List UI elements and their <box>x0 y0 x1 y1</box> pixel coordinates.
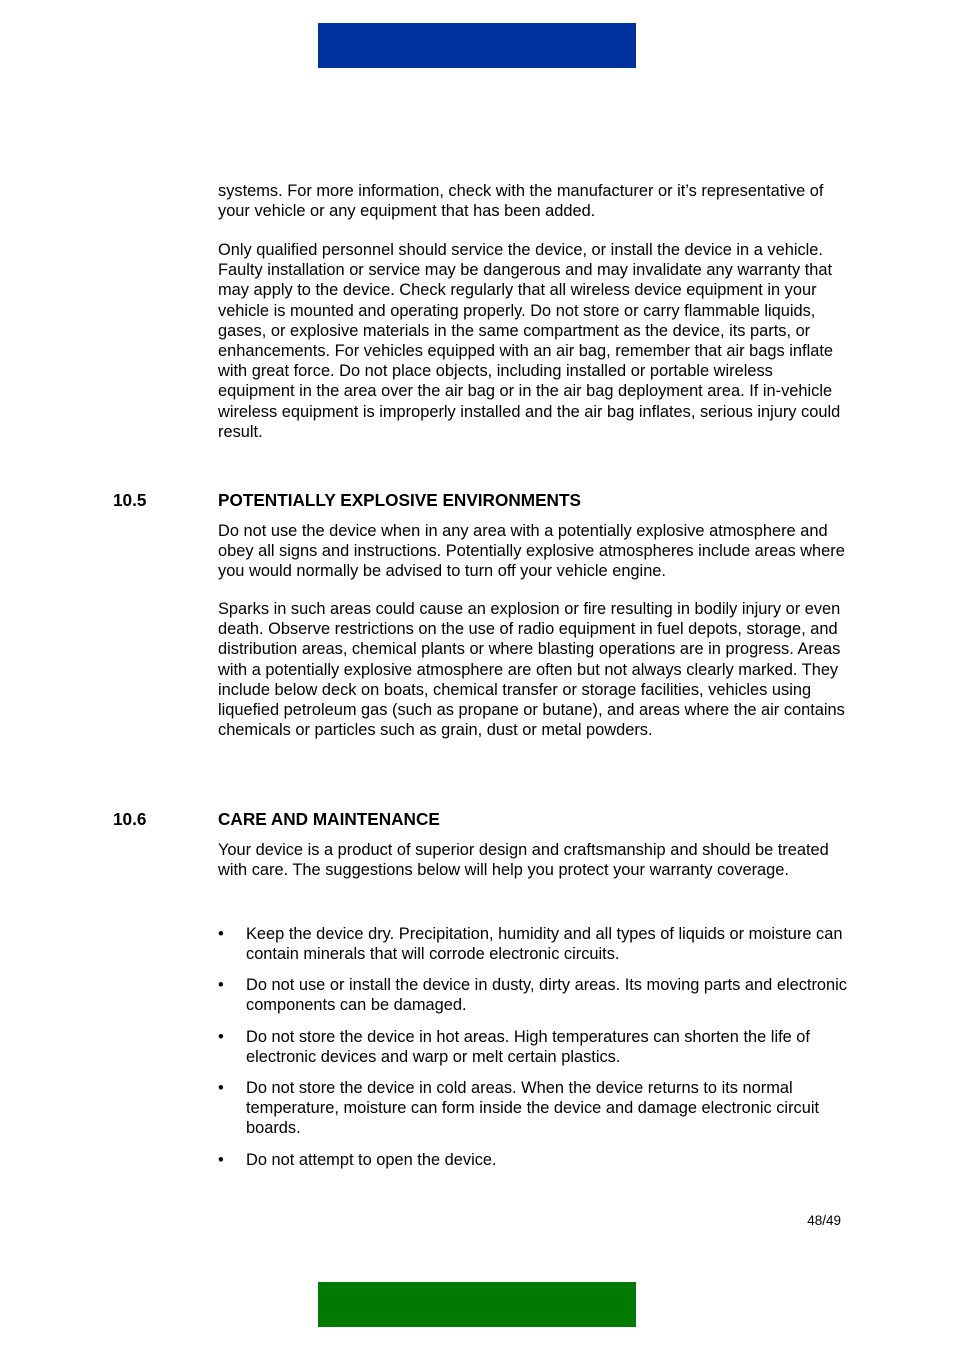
list-item <box>218 1078 848 1139</box>
bullet-icon: • <box>218 1079 224 1097</box>
list-item <box>218 1027 848 1067</box>
section-title: CARE AND MAINTENANCE <box>218 809 440 829</box>
section-title: POTENTIALLY EXPLOSIVE ENVIRONMENTS <box>218 490 581 510</box>
list-item-text: Do not use or install the device in dusty, dirty areas. Its moving parts and electronic components can be damaged. <box>246 976 847 1015</box>
section-10-5-paragraph-1: Do not use the device when in any area with a potentially explosive atmosphere and obey all signs and instructions. Potentially explosive atmospheres include areas where you would normally be advised to turn off your vehicle engine. <box>218 522 845 581</box>
bullet-icon: • <box>218 1151 224 1169</box>
list-item <box>218 1150 848 1170</box>
section-number: 10.6 <box>113 809 147 829</box>
list-item-text: Do not store the device in cold areas. When the device returns to its normal temperature, moisture can form inside the device and damage electronic circuit boards. <box>246 1079 820 1138</box>
section-number: 10.5 <box>113 490 147 510</box>
list-item-text: Do not attempt to open the device. <box>246 1151 497 1169</box>
bullet-icon: • <box>218 976 224 994</box>
section-heading-10-6 <box>113 808 813 830</box>
bullet-icon: • <box>218 925 224 943</box>
section-10-6-paragraph-1: Your device is a product of superior design and craftsmanship and should be treated with care. The suggestions below will help you protect your warranty coverage. <box>218 841 829 880</box>
list-item <box>218 975 848 1015</box>
intro-paragraph-1: systems. For more information, check with the manufacturer or it’s representative of your vehicle or any equipment that has been added. <box>218 182 824 221</box>
list-item <box>218 924 848 964</box>
intro-paragraph-2: Only qualified personnel should service the device, or install the device in a vehicle. Faulty installation or service may be dangerous and may invalidate any warranty that may apply to the device. Check regularly that all wireless device equipment in your vehicle is mounted and operating properly. Do not store or carry flammable liquids, gases, or explosive materials in the same compartment as the device, its parts, or enhancements. For vehicles equipped with an air bag, remember that air bags inflate with great force. Do not place objects, including installed or portable wireless equipment in the area over the air bag or in the air bag deployment area. If in-vehicle wireless equipment is improperly installed and the air bag inflates, serious injury could result. <box>218 241 841 441</box>
list-item-text: Do not store the device in hot areas. High temperatures can shorten the life of electronic devices and warp or melt certain plastics. <box>246 1028 810 1067</box>
list-item-text: Keep the device dry. Precipitation, humidity and all types of liquids or moisture can contain minerals that will corrode electronic circuits. <box>246 925 843 964</box>
page-number: 48/49 <box>807 1213 841 1228</box>
footer-bar <box>318 1282 636 1327</box>
section-10-5-paragraph-2: Sparks in such areas could cause an explosion or fire resulting in bodily injury or even death. Observe restrictions on the use of radio equipment in fuel depots, storage, and distribution areas, chemical plants or where blasting operations are in progress. Areas with a potentially explosive atmosphere are often but not always clearly marked. They include below deck on boats, chemical transfer or storage facilities, vehicles using liquefied petroleum gas (such as propane or butane), and areas where the air contains chemicals or particles such as grain, dust or metal powders. <box>218 600 845 740</box>
header-bar <box>318 23 636 68</box>
section-heading-10-5 <box>113 489 813 511</box>
bullet-icon: • <box>218 1028 224 1046</box>
